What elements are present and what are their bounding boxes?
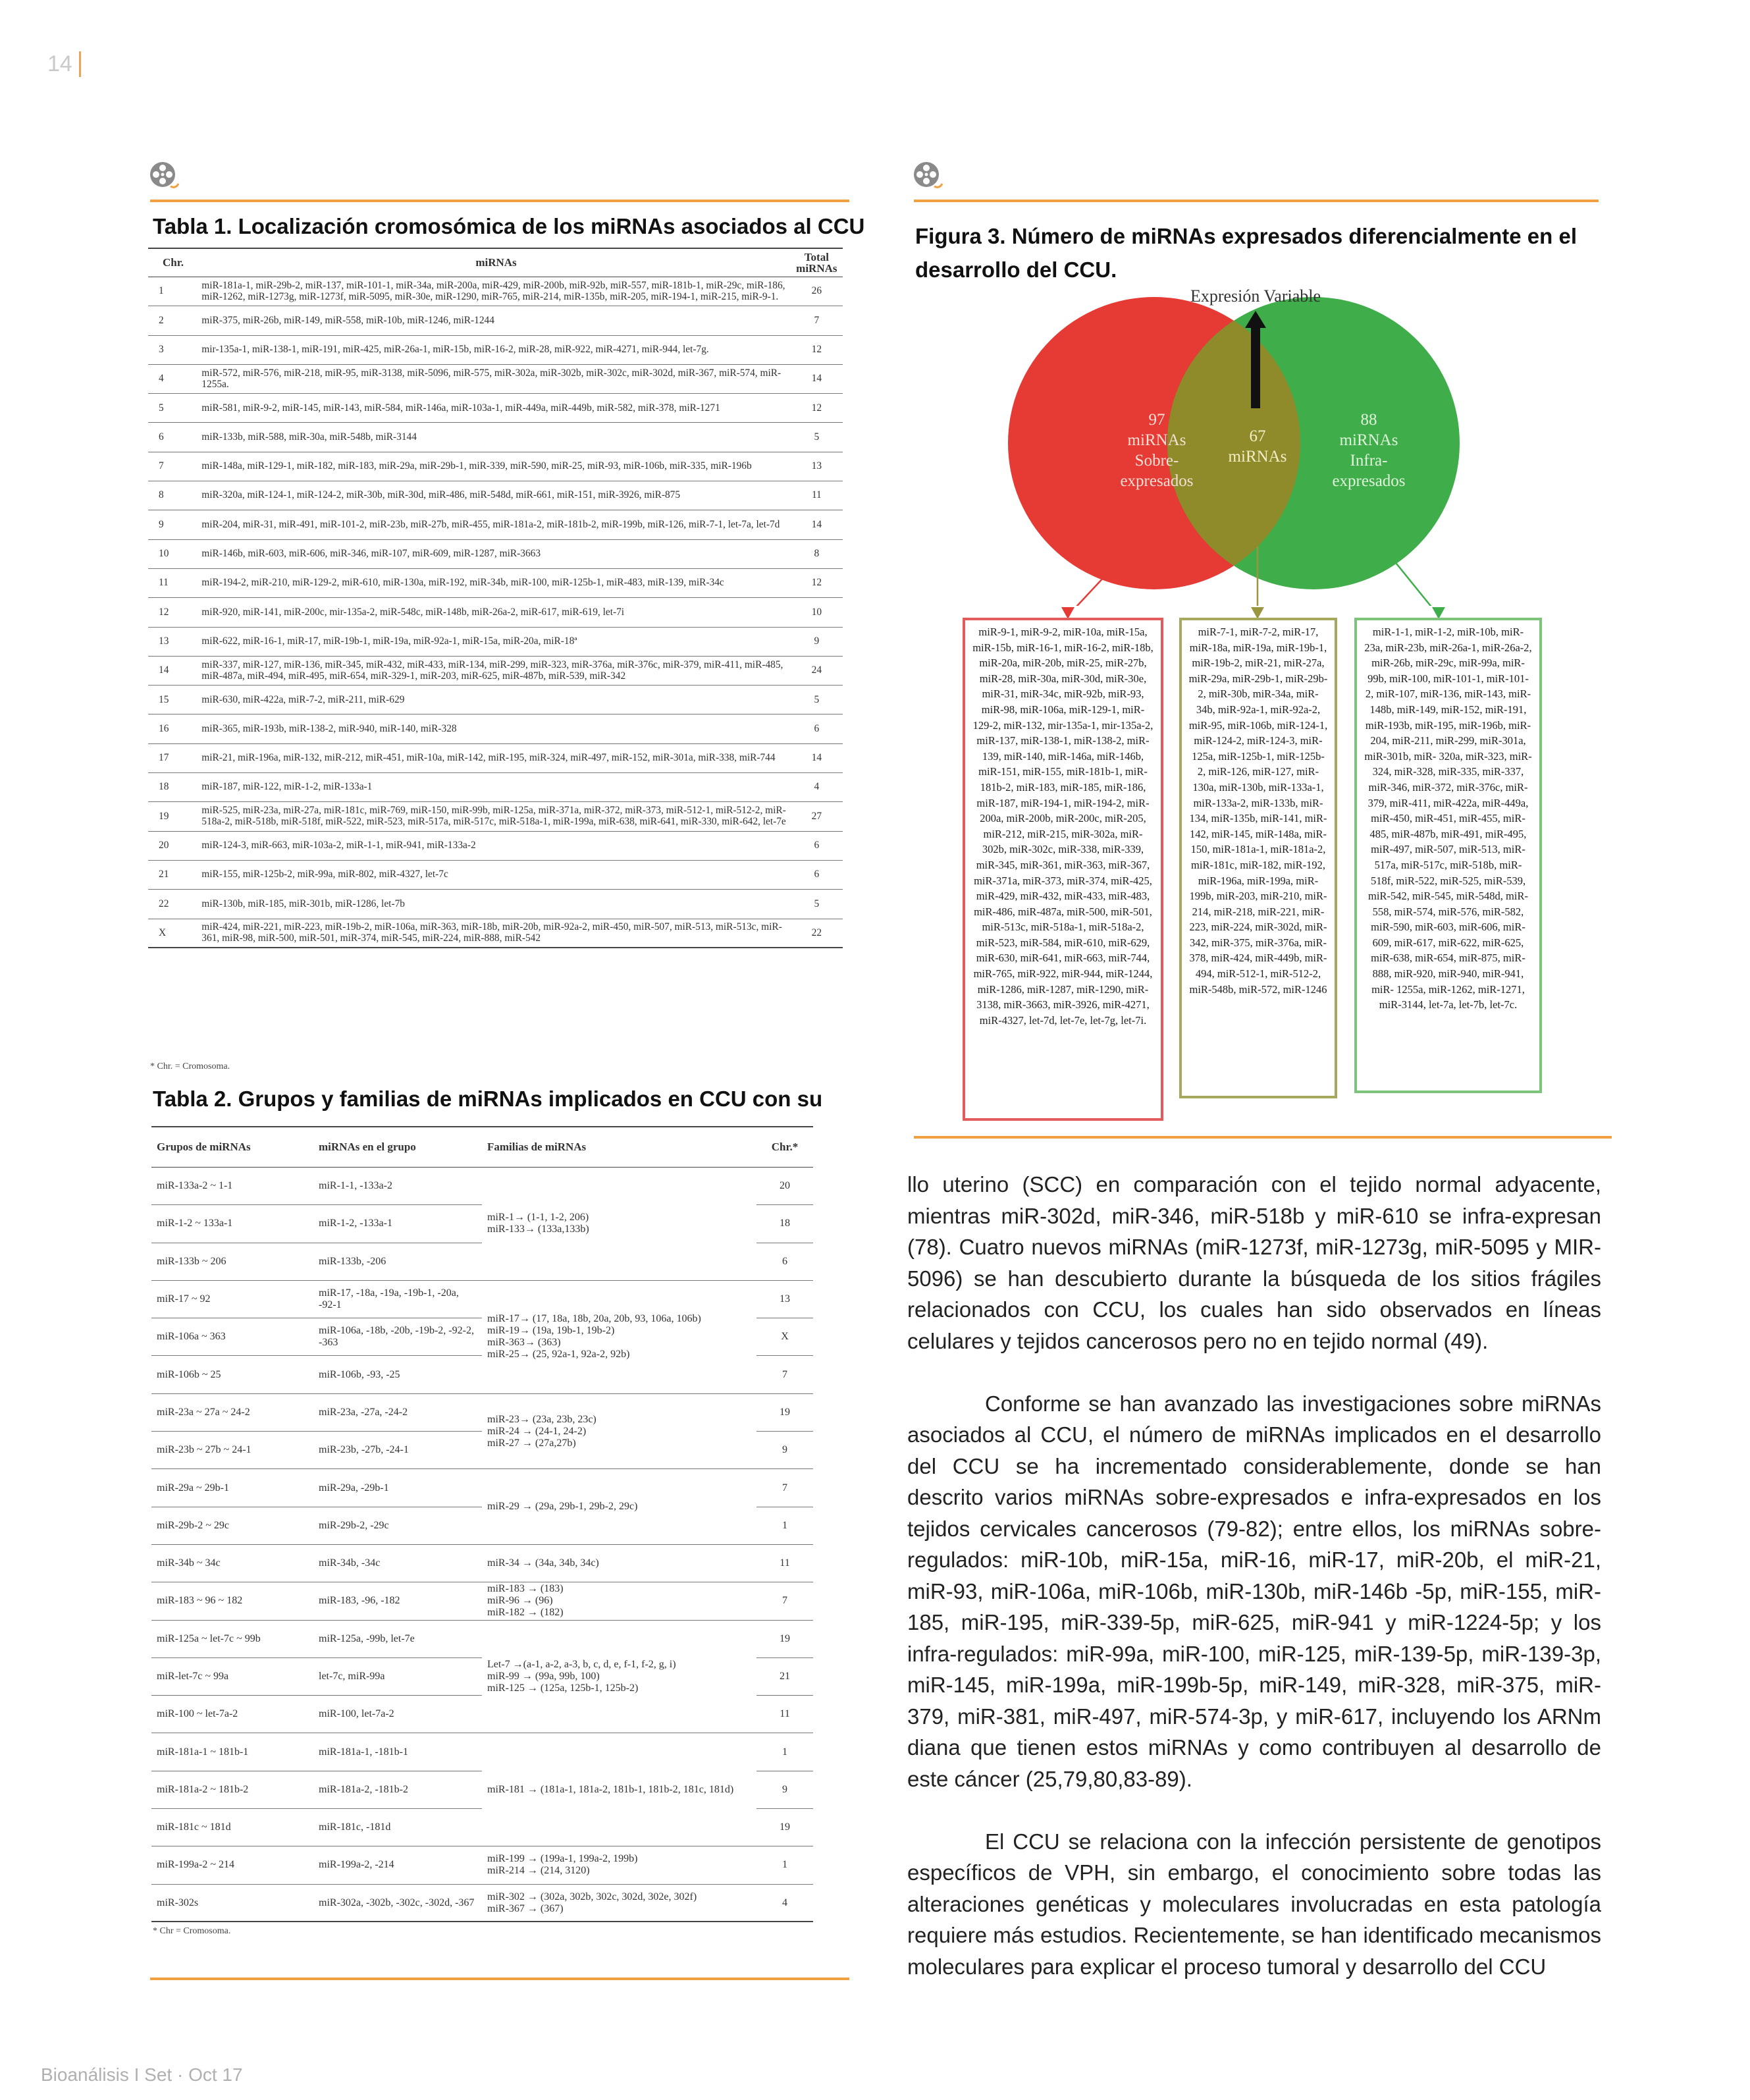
table2-group-cell: miR-23a ~ 27a ~ 24-2 xyxy=(151,1393,313,1431)
section-rule xyxy=(914,1136,1612,1139)
table-row xyxy=(148,277,843,306)
table2-chr-cell: 7 xyxy=(756,1356,813,1393)
table2-header-members: miRNAs en el grupo xyxy=(313,1127,482,1168)
table1-mirnas-cell: miR-155, miR-125b-2, miR-99a, miR-802, miR-4327, let-7c xyxy=(201,860,790,889)
table1-caption: Tabla 1. Localización cromosómica de los miRNAs asociados al CCU xyxy=(153,214,865,238)
table-row xyxy=(148,773,843,802)
table1-chr-cell: 3 xyxy=(148,335,201,364)
over-expressed-list: miR-9-1, miR-9-2, miR-10a, miR-15a, miR-15b, miR-16-1, miR-16-2, miR-18b, miR-20a, miR-20b, miR-25, miR-27b, miR-28, miR-30a, miR-30d, miR-30e, miR-31, miR-34c, miR-92b, miR-93, miR-98, miR-106a, miR-129-1, miR-129-2, miR-132, mir-135a-1, mir-135a-2, miR-137, miR-138-1, miR-138-2, miR-139, miR-140, miR-146a, miR-146b, miR-151, miR-155, miR-181b-1, miR-181b-2, miR-183, miR-185, miR-186, miR-187, miR-194-1, miR-194-2, miR-200a, miR-200b, miR-200c, miR-205, miR-212, miR-215, miR-302a, miR-302b, miR-302c, miR-338, miR-339, miR-345, miR-361, miR-363, miR-367, miR-371a, miR-373, miR-374, miR-425, miR-429, miR-432, miR-433, miR-483, miR-486, miR-487a, miR-500, miR-501, miR-513c, miR-518a-1, miR-518a-2, miR-523, miR-584, miR-610, miR-629, miR-630, miR-641, miR-663, miR-744, miR-765, miR-922, miR-944, miR-1244, miR-1286, miR-1287, miR-1290, miR-3138, miR-3663, miR-3926, miR-4271, miR-4327, let-7d, let-7e, let-7g, let-7i. xyxy=(963,618,1163,1121)
family-line: miR-99 → (99a, 99b, 100) xyxy=(487,1671,600,1682)
table1-total-cell: 22 xyxy=(791,919,843,948)
table1-total-cell: 5 xyxy=(791,686,843,714)
table2-group-cell: miR-183 ~ 96 ~ 182 xyxy=(151,1582,313,1620)
table1-chr-cell: 1 xyxy=(148,277,201,306)
table-row xyxy=(148,568,843,597)
table1-mirnas-cell: miR-424, miR-221, miR-223, miR-19b-2, miR-106a, miR-363, miR-18b, miR-20b, miR-92a-2, miR-450, miR-507, miR-513, miR-513c, miR-361, miR-98, miR-500, miR-501, miR-374, miR-545, miR-224, miR-888, miR-542 xyxy=(201,919,790,948)
table2-chr-cell: 7 xyxy=(756,1469,813,1507)
family-line: miR-183 → (183) xyxy=(487,1583,564,1595)
table2-group-cell: miR-181a-1 ~ 181b-1 xyxy=(151,1733,313,1771)
table1-mirnas-cell: miR-146b, miR-603, miR-606, miR-346, miR-107, miR-609, miR-1287, miR-3663 xyxy=(201,539,790,568)
table2-members-cell: miR-181a-1, -181b-1 xyxy=(313,1733,482,1771)
family-line: miR-214 → (214, 3120) xyxy=(487,1865,590,1877)
venn-left-label2: Sobre- xyxy=(1134,452,1179,470)
table-row xyxy=(148,686,843,714)
table-row xyxy=(148,714,843,743)
table-row xyxy=(148,598,843,627)
table1-total-cell: 7 xyxy=(791,306,843,335)
table1-chr-cell: 21 xyxy=(148,860,201,889)
table1-chr-cell: 8 xyxy=(148,481,201,510)
table-row xyxy=(151,1846,813,1884)
table1-total-cell: 4 xyxy=(791,773,843,802)
family-line: miR-19→ (19a, 19b-1, 19b-2) xyxy=(487,1325,615,1337)
table-row xyxy=(148,452,843,481)
paragraph-3: El CCU se relaciona con la infección persistente de genotipos específicos de VPH, sin embargo, el conocimiento sobre todas las alteraciones genéticas y moleculares involucradas en esta patología requiere más estudios. Recientemente, se han identificado mecanismos moleculares para explicar el proceso tumoral y desarrollo del CCU xyxy=(907,1829,1601,1979)
table2-header-chr: Chr.* xyxy=(756,1127,813,1168)
figure3-caption: Figura 3. Número de miRNAs expresados diferencialmente en el desarrollo del CCU. xyxy=(915,224,1577,282)
family-line: miR-133→ (133a,133b) xyxy=(487,1224,589,1235)
table2-family-cell xyxy=(482,1280,756,1393)
table1-note: * Chr. = Cromosoma. xyxy=(150,1062,230,1071)
table2-members-cell: miR-29a, -29b-1 xyxy=(313,1469,482,1507)
body-text xyxy=(907,1169,1601,1982)
table-row xyxy=(148,364,843,393)
table1-mirnas-cell: miR-187, miR-122, miR-1-2, miR-133a-1 xyxy=(201,773,790,802)
table1-mirnas-cell: miR-572, miR-576, miR-218, miR-95, miR-3138, miR-5096, miR-575, miR-302a, miR-302b, miR-302c, miR-302d, miR-367, miR-574, miR-1255a. xyxy=(201,364,790,393)
venn-center-count: 67 xyxy=(1249,427,1266,445)
table-row xyxy=(151,1280,813,1318)
table1-chr-cell: 20 xyxy=(148,831,201,860)
table2-chr-cell: 11 xyxy=(756,1696,813,1733)
table1-total-cell: 11 xyxy=(791,481,843,510)
table1-mirnas-cell: miR-133b, miR-588, miR-30a, miR-548b, miR-3144 xyxy=(201,423,790,452)
table2-members-cell: miR-29b-2, -29c xyxy=(313,1507,482,1544)
table2-chr-cell: 21 xyxy=(756,1657,813,1695)
table2-group-cell: miR-17 ~ 92 xyxy=(151,1280,313,1318)
table2-members-cell: miR-1-1, -133a-2 xyxy=(313,1168,482,1205)
table-row xyxy=(151,1733,813,1771)
page-footer: Bioanálisis I Set · Oct 17 xyxy=(41,2064,243,2085)
table1-mirnas-cell: miR-130b, miR-185, miR-301b, miR-1286, let-7b xyxy=(201,890,790,919)
table-row xyxy=(148,802,843,831)
table1-mirnas-cell: miR-148a, miR-129-1, miR-182, miR-183, miR-29a, miR-29b-1, miR-339, miR-590, miR-25, miR-93, miR-106b, miR-335, miR-196b xyxy=(201,452,790,481)
table1-total-cell: 5 xyxy=(791,423,843,452)
table-row xyxy=(148,627,843,656)
family-line: miR-17→ (17, 18a, 18b, 20a, 20b, 93, 106a, 106b) xyxy=(487,1313,701,1325)
table2 xyxy=(151,1126,813,1922)
family-line: miR-29 → (29a, 29b-1, 29b-2, 29c) xyxy=(487,1501,638,1513)
table2-family-cell xyxy=(482,1469,756,1545)
variable-expression-list: miR-7-1, miR-7-2, miR-17, miR-18a, miR-19a, miR-19b-1, miR-19b-2, miR-21, miR-27a, miR-29a, miR-29b-1, miR-29b-2, miR-30b, miR-34a, miR-34b, miR-92a-1, miR-92a-2, miR-95, miR-106b, miR-124-1, miR-124-2, miR-124-3, miR-125a, miR-125b-1, miR-125b-2, miR-126, miR-127, miR-130a, miR-130b, miR-133a-1, miR-133a-2, miR-133b, miR-134, miR-135b, miR-141, miR-142, miR-145, miR-148a, miR-150, miR-181a-1, miR-181a-2, miR-181c, miR-182, miR-192, miR-196a, miR-199a, miR-199b, miR-203, miR-210, miR-214, miR-218, miR-221, miR-223, miR-224, miR-302d, miR-342, miR-375, miR-376a, miR-378, miR-424, miR-449b, miR-494, miR-512-1, miR-512-2, miR-548b, miR-572, miR-1246 xyxy=(1179,618,1337,1098)
table1-chr-cell: 6 xyxy=(148,423,201,452)
table2-members-cell: miR-106b, -93, -25 xyxy=(313,1356,482,1393)
table1-total-cell: 12 xyxy=(791,335,843,364)
table2-family-cell xyxy=(482,1620,756,1733)
venn-right-count: 88 xyxy=(1360,411,1377,429)
table2-chr-cell: 20 xyxy=(756,1168,813,1205)
family-line: miR-125 → (125a, 125b-1, 125b-2) xyxy=(487,1683,639,1694)
table1-total-cell: 14 xyxy=(791,743,843,772)
section-rule xyxy=(914,200,1599,202)
venn-right-label3: expresados xyxy=(1332,472,1406,490)
table2-group-cell: miR-106a ~ 363 xyxy=(151,1318,313,1356)
table2-group-cell: miR-181c ~ 181d xyxy=(151,1809,313,1846)
table1-mirnas-cell: miR-194-2, miR-210, miR-129-2, miR-610, miR-130a, miR-192, miR-34b, miR-100, miR-125b-1, miR-483, miR-139, miR-34c xyxy=(201,568,790,597)
table1-mirnas-cell: miR-581, miR-9-2, miR-145, miR-143, miR-584, miR-146a, miR-103a-1, miR-449a, miR-449b, miR-582, miR-378, miR-1271 xyxy=(201,394,790,423)
table2-members-cell: miR-181a-2, -181b-2 xyxy=(313,1771,482,1808)
table1-mirnas-cell: miR-124-3, miR-663, miR-103a-2, miR-1-1, miR-941, miR-133a-2 xyxy=(201,831,790,860)
section-rule xyxy=(150,200,849,202)
under-expressed-list: miR-1-1, miR-1-2, miR-10b, miR-23a, miR-23b, miR-26a-1, miR-26a-2, miR-26b, miR-29c, miR-99a, miR-99b, miR-100, miR-101-1, miR-101-2, miR-107, miR-136, miR-143, miR-148b, miR-149, miR-152, miR-191, miR-193b, miR-195, miR-196b, miR-204, miR-211, miR-299, miR-301a, miR-301b, miR- 320a, miR-323, miR-324, miR-328, miR-335, miR-337, miR-346, miR-372, miR-376c, miR-379, miR-411, miR-422a, miR-449a, miR-450, miR-451, miR-455, miR-485, miR-487b, miR-491, miR-495, miR-497, miR-507, miR-513, miR-517a, miR-517c, miR-518b, miR-518f, miR-522, miR-525, miR-539, miR-542, miR-545, miR-548d, miR-558, miR-574, miR-576, miR-582, miR-590, miR-603, miR-606, miR-609, miR-617, miR-622, miR-625, miR-638, miR-654, miR-875, miR-888, miR-920, miR-940, miR-941, miR- 1255a, miR-1262, miR-1271, miR-3144, let-7a, let-7b, let-7c. xyxy=(1354,618,1542,1093)
table-row xyxy=(148,860,843,889)
table-row xyxy=(151,1544,813,1582)
table1-mirnas-cell: miR-630, miR-422a, miR-7-2, miR-211, miR-629 xyxy=(201,686,790,714)
table2-members-cell: miR-34b, -34c xyxy=(313,1544,482,1582)
table2-group-cell: miR-34b ~ 34c xyxy=(151,1544,313,1582)
table1-mirnas-cell: mir-135a-1, miR-138-1, miR-191, miR-425, miR-26a-1, miR-15b, miR-16-2, miR-28, miR-922, miR-4271, miR-944, let-7g. xyxy=(201,335,790,364)
table1-chr-cell: 7 xyxy=(148,452,201,481)
table-row xyxy=(148,394,843,423)
table-row xyxy=(148,481,843,510)
family-line: miR-24 → (24-1, 24-2) xyxy=(487,1425,587,1437)
family-line: miR-199 → (199a-1, 199a-2, 199b) xyxy=(487,1853,638,1865)
table2-chr-cell: 19 xyxy=(756,1393,813,1431)
table-row xyxy=(148,656,843,685)
table2-group-cell: miR-29a ~ 29b-1 xyxy=(151,1469,313,1507)
table2-members-cell: miR-181c, -181d xyxy=(313,1809,482,1846)
table2-members-cell: miR-125a, -99b, let-7e xyxy=(313,1620,482,1657)
table-row xyxy=(148,306,843,335)
table2-members-cell: miR-302a, -302b, -302c, -302d, -367 xyxy=(313,1884,482,1922)
table-row xyxy=(151,1393,813,1431)
venn-right-label2: Infra- xyxy=(1350,452,1388,470)
family-line: miR-181 → (181a-1, 181a-2, 181b-1, 181b-2, 181c, 181d) xyxy=(487,1783,734,1795)
table1-total-cell: 6 xyxy=(791,714,843,743)
table1-total-cell: 12 xyxy=(791,394,843,423)
table2-members-cell: miR-23a, -27a, -24-2 xyxy=(313,1393,482,1431)
table2-members-cell: miR-1-2, -133a-1 xyxy=(313,1205,482,1243)
table2-header-group: Grupos de miRNAs xyxy=(151,1127,313,1168)
table2-family-cell xyxy=(482,1884,756,1922)
table2-members-cell: miR-23b, -27b, -24-1 xyxy=(313,1432,482,1469)
table2-group-cell: miR-106b ~ 25 xyxy=(151,1356,313,1393)
table1-mirnas-cell: miR-365, miR-193b, miR-138-2, miR-940, miR-140, miR-328 xyxy=(201,714,790,743)
table1-total-cell: 24 xyxy=(791,656,843,685)
table1-mirnas-cell: miR-525, miR-23a, miR-27a, miR-181c, miR-769, miR-150, miR-99b, miR-125a, miR-371a, miR-372, miR-373, miR-512-1, miR-512-2, miR-518a-2, miR-518b, miR-518f, miR-522, miR-523, miR-517a, miR-517c, miR-518a-1, miR-199a, miR-638, miR-641, miR-330, miR-642, let-7e xyxy=(201,802,790,831)
family-line: miR-27 → (27a,27b) xyxy=(487,1437,576,1449)
table2-group-cell: miR-100 ~ let-7a-2 xyxy=(151,1696,313,1733)
table2-members-cell: miR-106a, -18b, -20b, -19b-2, -92-2, -363 xyxy=(313,1318,482,1356)
table-row xyxy=(151,1168,813,1205)
family-line: miR-363→ (363) xyxy=(487,1337,561,1349)
table2-caption: Tabla 2. Grupos y familias de miRNAs implicados en CCU con su xyxy=(153,1087,823,1111)
table2-group-cell: miR-let-7c ~ 99a xyxy=(151,1657,313,1695)
table1-chr-cell: 18 xyxy=(148,773,201,802)
table1-chr-cell: 13 xyxy=(148,627,201,656)
venn-arrow-label: Expresión Variable xyxy=(1190,286,1321,306)
paragraph-2: Conforme se han avanzado las investigaciones sobre miRNAs asociados al CCU, el número de miRNAs implicados en el desarrollo del CCU se ha incrementado considerablemente, donde se han descrito varios miRNAs sobre-expresados e infra-expresados en los tejidos cervicales cancerosos (79-82); entre ellos, los miRNAs sobre-regulados: miR-10b, miR-15a, miR-16, miR-17, miR-20b, el miR-21, miR-93, miR-106a, miR-106b, miR-130b, miR-146b -5p, miR-155, miR-185, miR-195, miR-339-5p, miR-625, miR-941 y miR-1224-5p; y los infra-regulados: miR-99a, miR-100, miR-125, miR-139-5p, miR-139-3p, miR-145, miR-199a, miR-199b-5p, miR-149, miR-328, miR-375, miR-379, miR-381, miR-497, miR-574-3p, y miR-617, incluyendo los ARNm diana que tienen estos miRNAs y como contribuyen al desarrollo de este cáncer (25,79,80,83-89). xyxy=(907,1391,1601,1791)
table1-total-cell: 9 xyxy=(791,627,843,656)
table2-chr-cell: 11 xyxy=(756,1544,813,1582)
table1-total-cell: 5 xyxy=(791,890,843,919)
table-row xyxy=(148,831,843,860)
venn-center-label1: miRNAs xyxy=(1228,448,1287,466)
table1-total-cell: 10 xyxy=(791,598,843,627)
table1-chr-cell: 17 xyxy=(148,743,201,772)
table1-chr-cell: 11 xyxy=(148,568,201,597)
table1-chr-cell: 5 xyxy=(148,394,201,423)
table1-total-cell: 14 xyxy=(791,364,843,393)
table2-chr-cell: 7 xyxy=(756,1582,813,1620)
table-row xyxy=(148,919,843,948)
table1-chr-cell: 16 xyxy=(148,714,201,743)
table-row xyxy=(148,423,843,452)
table2-group-cell: miR-181a-2 ~ 181b-2 xyxy=(151,1771,313,1808)
family-line: miR-182 → (182) xyxy=(487,1607,564,1619)
table1-chr-cell: 2 xyxy=(148,306,201,335)
venn-diagram xyxy=(912,277,1610,606)
table2-members-cell: let-7c, miR-99a xyxy=(313,1657,482,1695)
table1-chr-cell: X xyxy=(148,919,201,948)
family-line: miR-96 → (96) xyxy=(487,1595,553,1607)
table-row xyxy=(151,1620,813,1657)
table1-chr-cell: 12 xyxy=(148,598,201,627)
table1-chr-cell: 14 xyxy=(148,656,201,685)
family-line: miR-302 → (302a, 302b, 302c, 302d, 302e, 302f) xyxy=(487,1891,697,1902)
table1-mirnas-cell: miR-21, miR-196a, miR-132, miR-212, miR-451, miR-10a, miR-142, miR-195, miR-324, miR-497, miR-152, miR-301a, miR-338, miR-744 xyxy=(201,743,790,772)
venn-left-label1: miRNAs xyxy=(1127,431,1186,449)
table2-group-cell: miR-1-2 ~ 133a-1 xyxy=(151,1205,313,1243)
table-row xyxy=(148,335,843,364)
table1-chr-cell: 10 xyxy=(148,539,201,568)
table1-header-total: Total miRNAs xyxy=(791,248,843,277)
table2-members-cell: miR-100, let-7a-2 xyxy=(313,1696,482,1733)
table1-header-mirnas: miRNAs xyxy=(201,248,790,277)
table2-family-cell xyxy=(482,1168,756,1281)
venn-right-label1: miRNAs xyxy=(1339,431,1398,449)
table2-header-families: Familias de miRNAs xyxy=(482,1127,756,1168)
table1-chr-cell: 22 xyxy=(148,890,201,919)
film-reel-icon xyxy=(148,160,181,193)
table2-chr-cell: 9 xyxy=(756,1432,813,1469)
table2-group-cell: miR-29b-2 ~ 29c xyxy=(151,1507,313,1544)
table1-mirnas-cell: miR-181a-1, miR-29b-2, miR-137, miR-101-1, miR-34a, miR-200a, miR-429, miR-200b, miR-92b, miR-557, miR-181b-1, miR-29c, miR-186, miR-1262, miR-1273g, miR-1273f, miR-5095, miR-30e, miR-1290, miR-765, miR-214, miR-135b, miR-205, miR-194-1, miR-215, miR-9-1. xyxy=(201,277,790,306)
table1-header-chr: Chr. xyxy=(148,248,201,277)
table2-members-cell: miR-17, -18a, -19a, -19b-1, -20a, -92-1 xyxy=(313,1280,482,1318)
table2-group-cell: miR-23b ~ 27b ~ 24-1 xyxy=(151,1432,313,1469)
table1-mirnas-cell: miR-622, miR-16-1, miR-17, miR-19b-1, miR-19a, miR-92a-1, miR-15a, miR-20a, miR-18ª xyxy=(201,627,790,656)
table2-group-cell: miR-199a-2 ~ 214 xyxy=(151,1846,313,1884)
table2-group-cell: miR-302s xyxy=(151,1884,313,1922)
venn-left-count: 97 xyxy=(1148,411,1165,429)
table2-family-cell xyxy=(482,1846,756,1884)
table-row xyxy=(151,1582,813,1620)
table1-chr-cell: 4 xyxy=(148,364,201,393)
table1-mirnas-cell: miR-920, miR-141, miR-200c, mir-135a-2, miR-548c, miR-148b, miR-26a-2, miR-617, miR-619, let-7i xyxy=(201,598,790,627)
table2-group-cell: miR-133b ~ 206 xyxy=(151,1243,313,1280)
table1-total-cell: 6 xyxy=(791,831,843,860)
table2-members-cell: miR-199a-2, -214 xyxy=(313,1846,482,1884)
table2-chr-cell: 1 xyxy=(756,1846,813,1884)
family-line: miR-34 → (34a, 34b, 34c) xyxy=(487,1557,599,1569)
table1-chr-cell: 19 xyxy=(148,802,201,831)
table2-chr-cell: 18 xyxy=(756,1205,813,1243)
table1-total-cell: 14 xyxy=(791,510,843,539)
table1-mirnas-cell: miR-204, miR-31, miR-491, miR-101-2, miR-23b, miR-27b, miR-455, miR-181a-2, miR-181b-2, miR-199b, miR-126, miR-7-1, let-7a, let-7d xyxy=(201,510,790,539)
table1 xyxy=(148,248,843,948)
table2-chr-cell: 6 xyxy=(756,1243,813,1280)
table1-total-cell: 8 xyxy=(791,539,843,568)
table2-family-cell xyxy=(482,1393,756,1469)
connector-arrowheads xyxy=(912,593,1610,619)
table2-family-cell xyxy=(482,1544,756,1582)
table1-total-cell: 26 xyxy=(791,277,843,306)
table1-total-cell: 13 xyxy=(791,452,843,481)
table-row xyxy=(148,510,843,539)
table-row xyxy=(148,890,843,919)
table1-chr-cell: 9 xyxy=(148,510,201,539)
table-row xyxy=(148,743,843,772)
section-rule xyxy=(150,1978,849,1980)
table2-family-cell xyxy=(482,1582,756,1620)
table1-chr-cell: 15 xyxy=(148,686,201,714)
table2-chr-cell: 19 xyxy=(756,1620,813,1657)
family-line: miR-367 → (367) xyxy=(487,1902,564,1914)
table2-chr-cell: 13 xyxy=(756,1280,813,1318)
table1-mirnas-cell: miR-320a, miR-124-1, miR-124-2, miR-30b, miR-30d, miR-486, miR-548d, miR-661, miR-151, miR-3926, miR-875 xyxy=(201,481,790,510)
table2-chr-cell: 4 xyxy=(756,1884,813,1922)
table2-chr-cell: X xyxy=(756,1318,813,1356)
table-row xyxy=(151,1884,813,1922)
family-line: miR-1→ (1-1, 1-2, 206) xyxy=(487,1212,589,1224)
table2-family-cell xyxy=(482,1733,756,1846)
venn-left-label3: expresados xyxy=(1120,472,1194,490)
table2-members-cell: miR-133b, -206 xyxy=(313,1243,482,1280)
table1-total-cell: 27 xyxy=(791,802,843,831)
table-row xyxy=(148,539,843,568)
page-number: 14 xyxy=(47,51,81,77)
table2-members-cell: miR-183, -96, -182 xyxy=(313,1582,482,1620)
table1-total-cell: 12 xyxy=(791,568,843,597)
table-row xyxy=(151,1469,813,1507)
family-line: miR-23→ (23a, 23b, 23c) xyxy=(487,1413,597,1425)
table2-chr-cell: 1 xyxy=(756,1733,813,1771)
table2-chr-cell: 19 xyxy=(756,1809,813,1846)
table2-group-cell: miR-125a ~ let-7c ~ 99b xyxy=(151,1620,313,1657)
table2-chr-cell: 9 xyxy=(756,1771,813,1808)
family-line: Let-7 →(a-1, a-2, a-3, b, c, d, e, f-1, f-2, g, i) xyxy=(487,1659,676,1670)
table2-group-cell: miR-133a-2 ~ 1-1 xyxy=(151,1168,313,1205)
table1-mirnas-cell: miR-375, miR-26b, miR-149, miR-558, miR-10b, miR-1246, miR-1244 xyxy=(201,306,790,335)
film-reel-icon xyxy=(912,160,945,193)
table1-total-cell: 6 xyxy=(791,860,843,889)
table2-chr-cell: 1 xyxy=(756,1507,813,1544)
table2-note: * Chr = Cromosoma. xyxy=(153,1926,231,1936)
table1-mirnas-cell: miR-337, miR-127, miR-136, miR-345, miR-432, miR-433, miR-134, miR-299, miR-323, miR-376a, miR-376c, miR-379, miR-411, miR-485, miR-487a, miR-494, miR-495, miR-654, miR-329-1, miR-203, miR-625, miR-487b, miR-539, miR-342 xyxy=(201,656,790,685)
paragraph-1: llo uterino (SCC) en comparación con el tejido normal adyacente, mientras miR-302d, miR-346, miR-518b y miR-610 se infra-expresan (78). Cuatro nuevos miRNAs (miR-1273f, miR-1273g, miR-5095 y MIR-5096) se han descubierto durante la búsqueda de los sitios frágiles relacionados con CCU, los cuales han sido observados en líneas celulares y tejidos cancerosos pero no en tejido normal (49). xyxy=(907,1172,1601,1353)
family-line: miR-25→ (25, 92a-1, 92a-2, 92b) xyxy=(487,1349,630,1360)
